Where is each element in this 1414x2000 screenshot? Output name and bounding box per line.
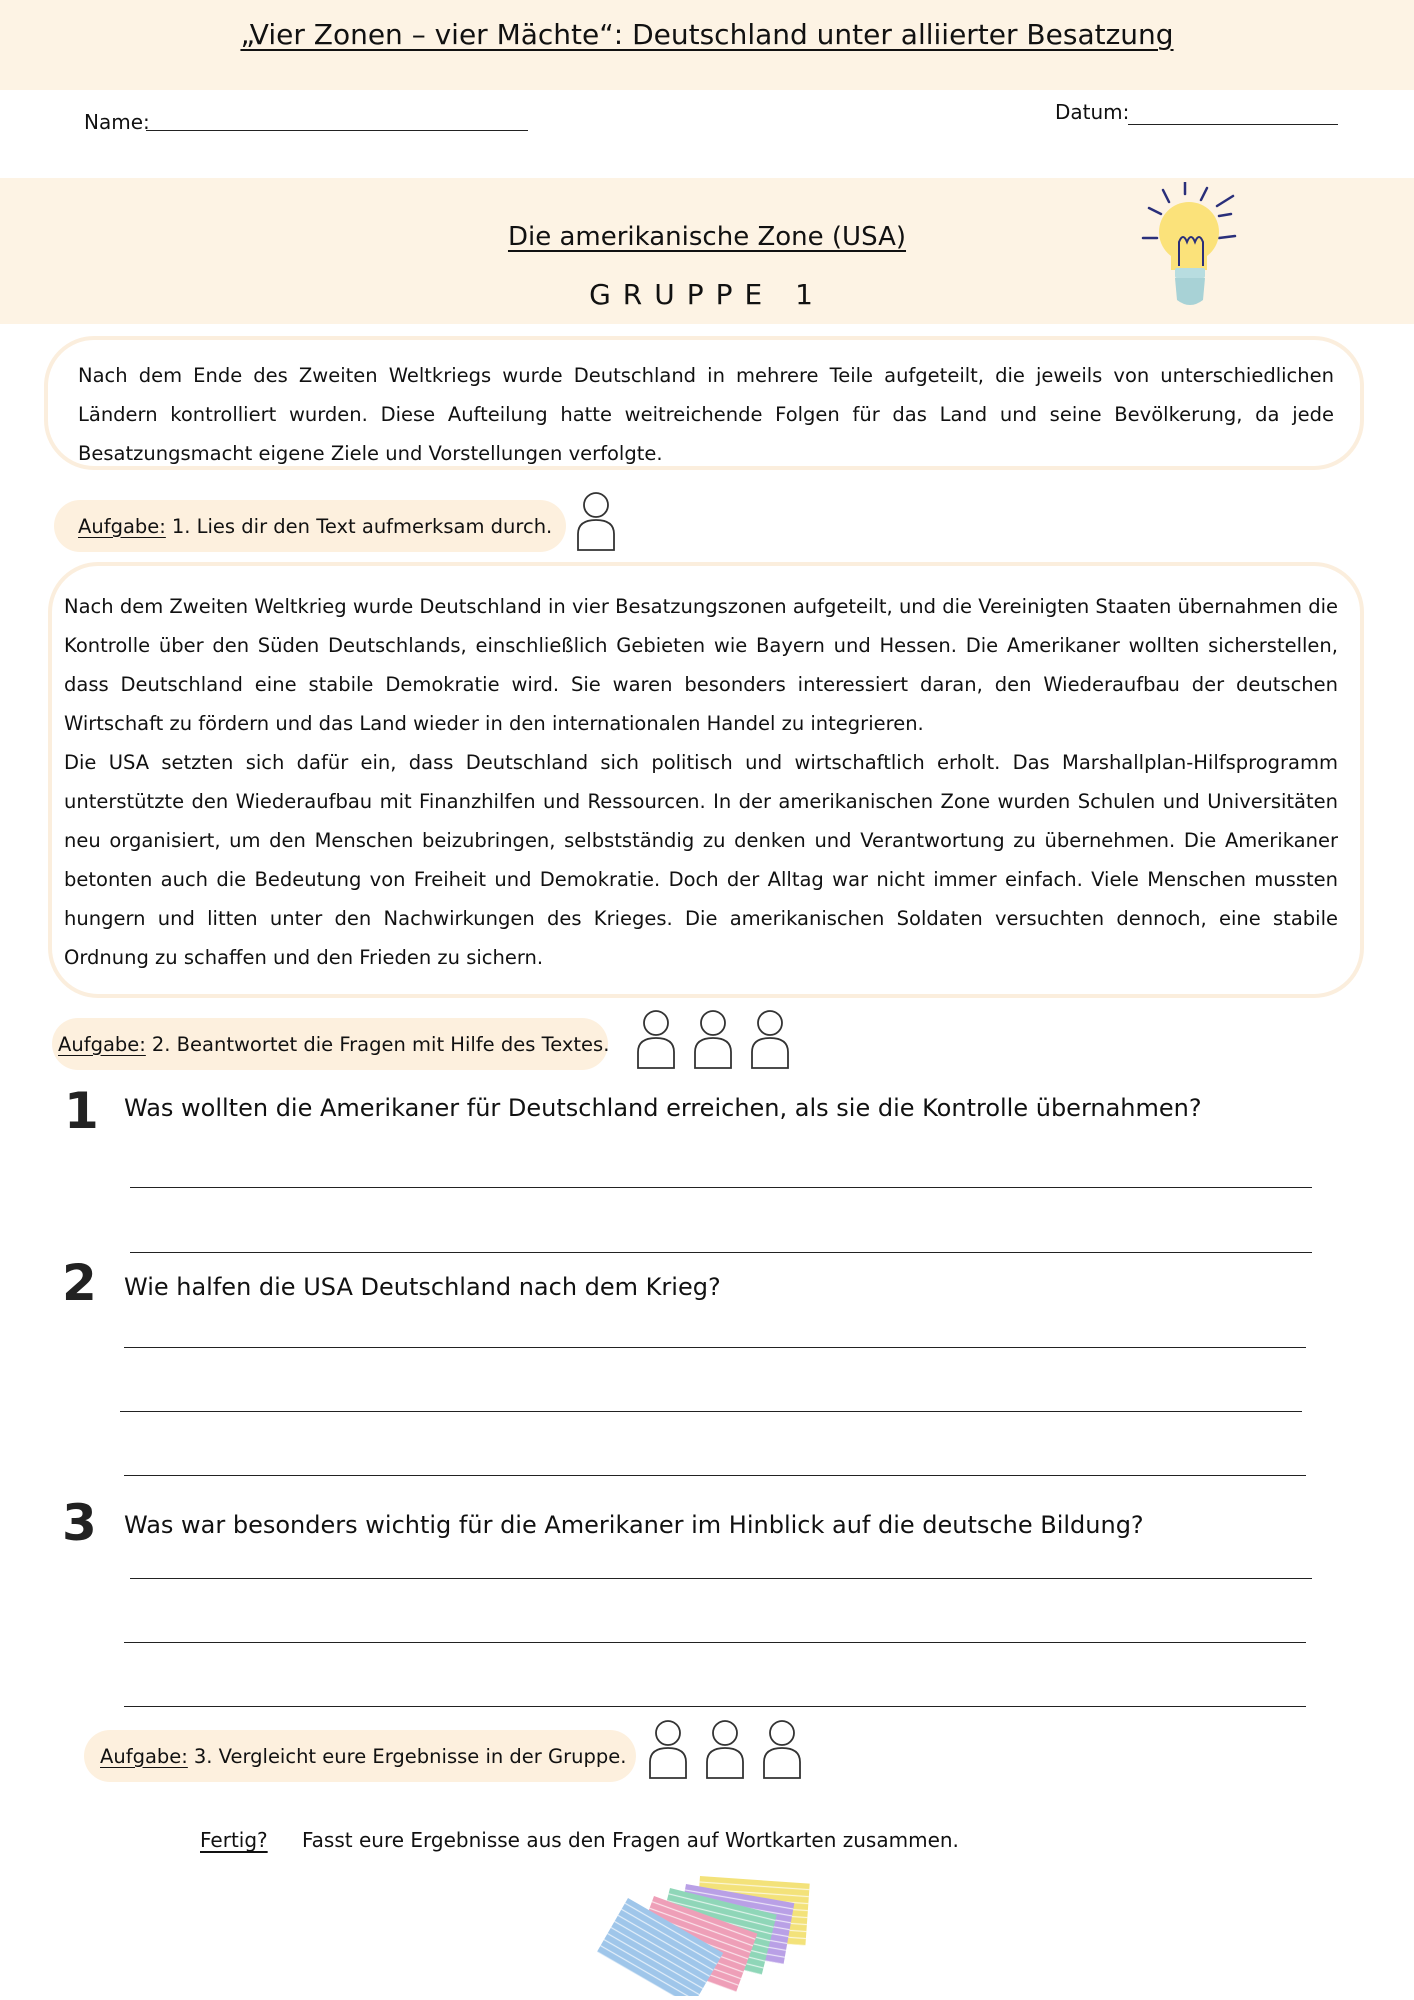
question-1-text: Was wollten die Amerikaner für Deutschland erreichen, als sie die Kontrolle übernahmen? [124, 1094, 1202, 1122]
task2-text: 2. Beantwortet die Fragen mit Hilfe des Textes. [151, 1032, 610, 1056]
main-text-p1: Nach dem Zweiten Weltkrieg wurde Deutschland in vier Besatzungszonen aufgeteilt, und die Vereinigten Staaten übernahmen die Kontrolle über den Süden Deutschlands, einschließlich Gebieten wie Bayern und Hessen. Die Amerikaner wollten sicherstellen, dass Deutschland eine stabile Demokratie wird. Sie waren besonders interessiert daran, den Wiederaufbau der deutschen Wirtschaft zu fördern und das Land wieder in den internationalen Handel zu integrieren. [64, 595, 1338, 735]
task1-label: Aufgabe: [78, 514, 166, 538]
name-field[interactable] [146, 130, 528, 131]
question-1-number: 1 [64, 1082, 99, 1140]
finish-text: Fasst eure Ergebnisse aus den Fragen auf Wortkarten zusammen. [302, 1828, 959, 1852]
task3-pill [84, 1730, 636, 1782]
answer-line[interactable] [124, 1706, 1306, 1707]
task2-label: Aufgabe: [58, 1032, 146, 1056]
task1-pill [54, 500, 566, 552]
group-icon [630, 1008, 796, 1072]
index-cards-icon [590, 1866, 830, 1996]
task2-pill [52, 1018, 608, 1070]
answer-line[interactable] [124, 1347, 1306, 1348]
question-3-number: 3 [62, 1494, 97, 1552]
task3-label: Aufgabe: [100, 1744, 188, 1768]
lightbulb-icon [1135, 182, 1255, 318]
answer-line[interactable] [130, 1187, 1312, 1188]
answer-line[interactable] [120, 1411, 1302, 1412]
name-label: Name: [84, 110, 150, 134]
main-text-p2: Die USA setzten sich dafür ein, dass Deutschland sich politisch und wirtschaftlich erholt. Das Marshallplan-Hilfsprogramm unterstützte den Wiederaufbau mit Finanzhilfen und Ressourcen. In der amerikanischen Zone wurden Schulen und Universitäten neu organisiert, um den Menschen beizubringen, selbstständig zu denken und Verantwortung zu übernehmen. Die Amerikaner betonten auch die Bedeutung von Freiheit und Demokratie. Doch der Alltag war nicht immer einfach. Viele Menschen mussten hungern und litten unter den Nachwirkungen des Krieges. Die amerikanischen Soldaten versuchten dennoch, eine stabile Ordnung zu schaffen und den Frieden zu sichern. [64, 751, 1338, 969]
zone-subtitle: Die amerikanische Zone (USA) [507, 222, 907, 252]
answer-line[interactable] [124, 1642, 1306, 1643]
intro-text: Nach dem Ende des Zweiten Weltkriegs wurde Deutschland in mehrere Teile aufgeteilt, die jeweils von unterschiedlichen Ländern kontrolliert wurden. Diese Aufteilung hatte weitreichende Folgen für das Land und seine Bevölkerung, da jede Besatzungsmacht eigene Ziele und Vorstellungen verfolgte. [78, 364, 1334, 465]
question-2-text: Wie halfen die USA Deutschland nach dem Krieg? [124, 1273, 721, 1301]
finish-label: Fertig? [200, 1828, 268, 1852]
group-icon [642, 1718, 808, 1782]
date-label: Datum: [1055, 100, 1130, 124]
question-3-text: Was war besonders wichtig für die Amerikaner im Hinblick auf die deutsche Bildung? [124, 1511, 1144, 1539]
answer-line[interactable] [130, 1578, 1312, 1579]
answer-line[interactable] [124, 1475, 1306, 1476]
question-2-number: 2 [62, 1254, 97, 1312]
task3-text: 3. Vergleicht eure Ergebnisse in der Gruppe. [193, 1744, 627, 1768]
page-title: „Vier Zonen – vier Mächte“: Deutschland unter alliierter Besatzung [240, 18, 1174, 51]
task1-text: 1. Lies dir den Text aufmerksam durch. [171, 514, 553, 538]
group-label: GRUPPE 1 [589, 278, 825, 311]
answer-line[interactable] [130, 1252, 1312, 1253]
person-icon [574, 490, 618, 554]
date-field[interactable] [1128, 124, 1338, 125]
